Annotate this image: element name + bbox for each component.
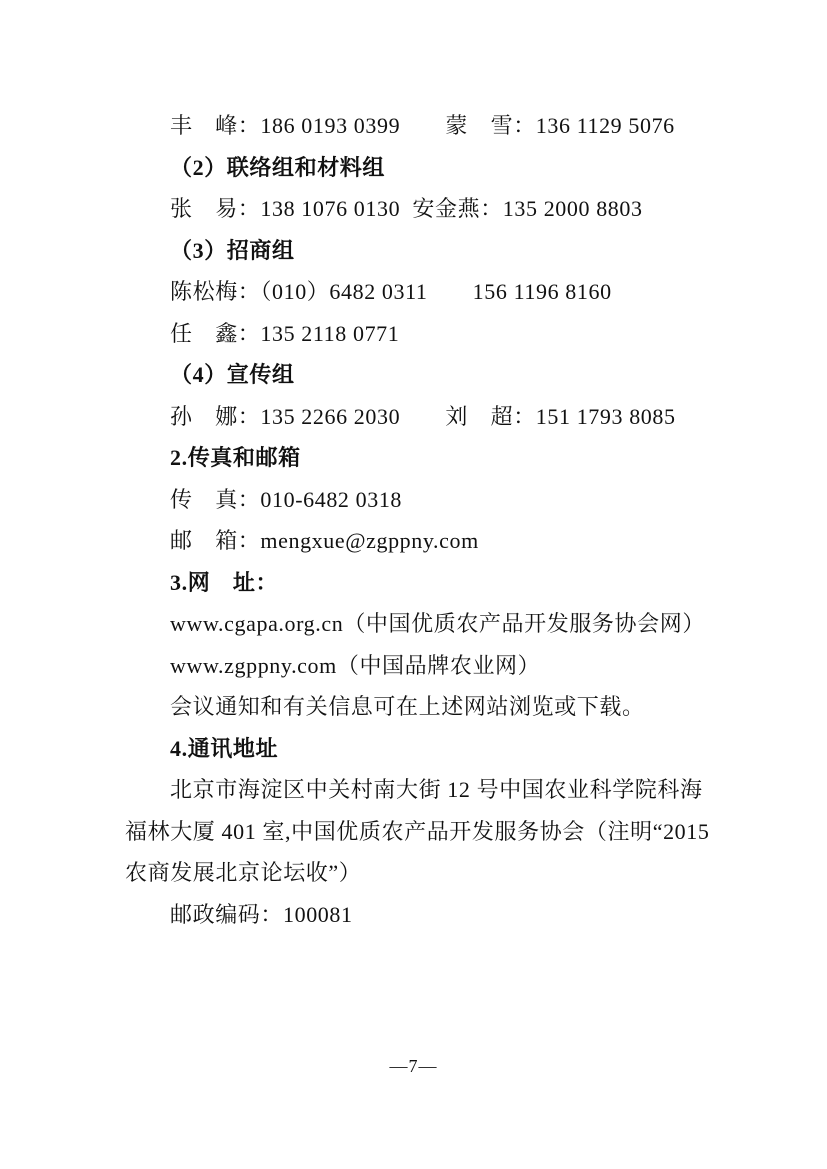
heading-line: （4）宣传组 [170, 362, 295, 387]
page-footer [0, 1056, 827, 1077]
text-line: 传 真：010-6482 0318 [170, 486, 403, 512]
heading-line: （2）联络组和材料组 [170, 154, 386, 180]
text-line: 会议通知和有关信息可在上述网站浏览或下载。 [170, 694, 645, 719]
heading-line: 4.通讯地址 [170, 735, 279, 761]
text-line: 北京市海淀区中关村南大街 12 号中国农业科学院科海 [170, 777, 703, 802]
page-number: —7— [389, 1056, 438, 1076]
text-line: 张 易：138 1076 0130 安金燕：135 2000 8803 [170, 196, 643, 221]
heading-line: 2.传真和邮箱 [170, 445, 301, 470]
heading-line: （3）招商组 [170, 237, 295, 263]
text-line: 农商发展北京论坛收”） [125, 860, 362, 885]
text-line: www.zgppny.com（中国品牌农业网） [170, 652, 541, 678]
document-body [125, 105, 725, 935]
text-line: 福林大厦 401 室,中国优质农产品开发服务协会（注明“2015 [125, 818, 710, 844]
text-line: www.cgapa.org.cn（中国优质农产品开发服务协会网） [170, 611, 705, 636]
text-line: 丰 峰：186 0193 0399 蒙 雪：136 1129 5076 [170, 113, 675, 138]
text-line: 任 鑫：135 2118 0771 [170, 320, 400, 346]
text-line: 邮 箱：mengxue@zgppny.com [170, 528, 479, 553]
text-line: 邮政编码：100081 [170, 901, 353, 927]
heading-line: 3.网 址： [170, 569, 279, 595]
text-line: 孙 娜：135 2266 2030 刘 超：151 1793 8085 [170, 403, 676, 429]
text-line: 陈松梅：（010）6482 0311 156 1196 8160 [170, 279, 612, 304]
